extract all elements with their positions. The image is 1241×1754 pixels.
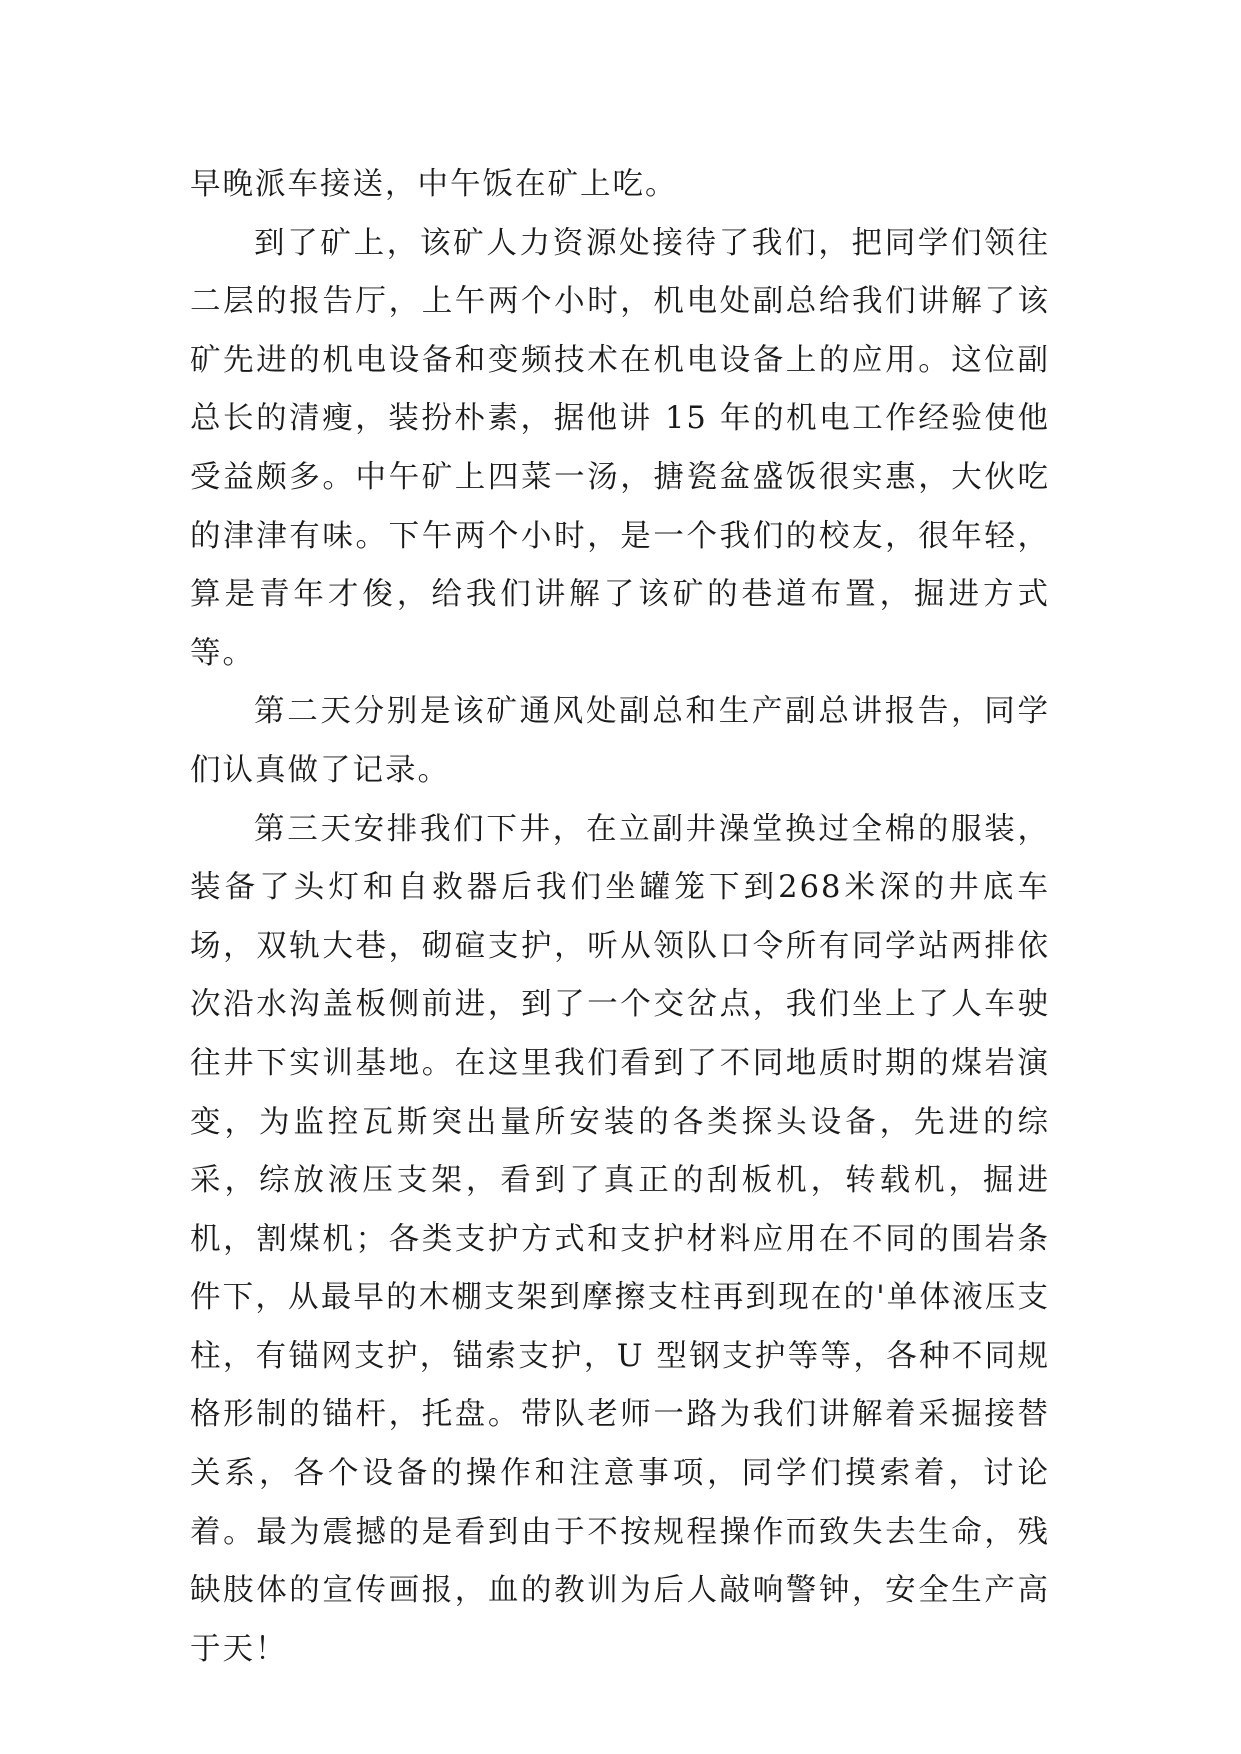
paragraph-day-two: 第二天分别是该矿通风处副总和生产副总讲报告，同学们认真做了记录。: [190, 694, 1050, 788]
document-body: [190, 156, 1050, 1679]
paragraph-continuation: 早晚派车接送，中午饭在矿上吃。: [190, 167, 678, 202]
paragraph-arrival: 到了矿上，该矿人力资源处接待了我们，把同学们领往二层的报告厅，上午两个小时，机电处副总给我们讲解了该矿先进的机电设备和变频技术在机电设备上的应用。这位副总长的清瘦，装扮朴素，据他讲 15 年的机电工作经验使他受益颇多。中午矿上四菜一汤，搪瓷盆盛饭很实惠，大伙吃的津津有味。下午两个小时，是一个我们的校友，很年轻，算是青年才俊，给我们讲解了该矿的巷道布置，掘进方式等。: [190, 225, 1050, 671]
paragraph-day-three: 第三天安排我们下井，在立副井澡堂换过全棉的服装，装备了头灯和自救器后我们坐罐笼下到268米深的井底车场，双轨大巷，砌碹支护，听从领队口令所有同学站两排依次沿水沟盖板侧前进，到了一个交岔点，我们坐上了人车驶往井下实训基地。在这里我们看到了不同地质时期的煤岩演变，为监控瓦斯突出量所安装的各类探头设备，先进的综采，综放液压支架，看到了真正的刮板机，转载机，掘进机，割煤机；各类支护方式和支护材料应用在不同的围岩条件下，从最早的木棚支架到摩擦支柱再到现在的'单体液压支柱，有锚网支护，锚索支护，U 型钢支护等等，各种不同规格形制的锚杆，托盘。带队老师一路为我们讲解着采掘接替关系，各个设备的操作和注意事项，同学们摸索着，讨论着。最为震撼的是看到由于不按规程操作而致失去生命，残缺肢体的宣传画报，血的教训为后人敲响警钟，安全生产高于天！: [190, 811, 1050, 1667]
